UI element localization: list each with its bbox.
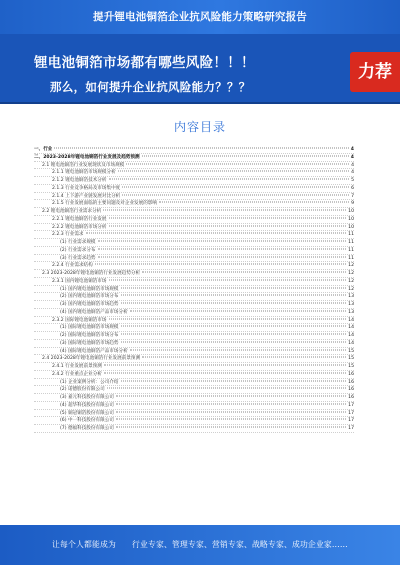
toc-page-number: 13 xyxy=(348,309,354,315)
toc-page-number: 4 xyxy=(351,162,354,168)
toc-leader-dots xyxy=(159,202,349,203)
toc-title: 内容目录 xyxy=(173,120,226,134)
toc-entry[interactable] xyxy=(34,371,354,379)
toc-entry-title: 2.1 锂电池铜箔行业发展现状及市场规模 xyxy=(42,162,125,168)
toc-page-number: 16 xyxy=(348,371,354,377)
toc-leader-dots xyxy=(121,341,347,342)
toc-leader-dots xyxy=(126,163,349,164)
toc-entry-title: (3) 嘉元科技股份有限公司 xyxy=(60,395,114,400)
toc-entry-title: 2.2.4 行业需求结构 xyxy=(52,263,93,269)
toc-entry[interactable] xyxy=(34,278,354,286)
toc-entry[interactable] xyxy=(34,332,354,340)
toc-entry[interactable] xyxy=(34,394,354,402)
toc-entry[interactable] xyxy=(34,216,354,224)
toc-leader-dots xyxy=(116,396,346,397)
toc-entry[interactable] xyxy=(34,293,354,301)
toc-entry-title: (4) 国内锂电池铜箔产品市场分析 xyxy=(60,309,128,315)
toc-entry-title: (3) 国际锂电池铜箔市场趋势 xyxy=(60,340,119,346)
toc-page-number: 13 xyxy=(348,302,354,307)
toc-leader-dots xyxy=(121,287,347,288)
toc-entry-title: 2.1.3 行业竞争格局及市场集中度 xyxy=(52,185,121,191)
toc-leader-dots xyxy=(109,318,347,319)
toc-entry[interactable] xyxy=(34,286,354,294)
toc-leader-dots xyxy=(121,334,347,335)
toc-entry[interactable] xyxy=(34,355,354,363)
toc-entry-title: (2) 国际锂电池铜箔市场分布 xyxy=(60,333,119,338)
toc-leader-dots xyxy=(86,233,347,234)
toc-entry-title: 2.1.5 行业发展面临的主要问题及对企业发展的影响 xyxy=(52,201,158,207)
toc-leader-dots xyxy=(109,179,350,180)
toc-page-number: 10 xyxy=(348,209,354,214)
report-title-banner: 提升锂电池铜箔企业抗风险能力策略研究报告 xyxy=(0,0,400,34)
toc-entry-title: (4) 国际锂电池铜箔产品市场分析 xyxy=(60,348,128,354)
toc-page-number: 10 xyxy=(348,224,354,230)
toc-leader-dots xyxy=(109,225,347,226)
toc-leader-dots xyxy=(122,194,349,195)
toc-page-number: 17 xyxy=(348,410,354,416)
toc-entry[interactable] xyxy=(34,425,354,433)
toc-entry-title: 2.1.4 上下游产业链发展对比分析 xyxy=(52,193,121,199)
toc-entry-title: (5) 铜冠铜箔股份有限公司 xyxy=(60,410,114,416)
toc-entry[interactable] xyxy=(34,255,354,263)
toc-entry-title: (2) 诺德股份有限公司 xyxy=(60,387,105,393)
toc-entry-title: 2.1.1 锂电池铜箔市场规模分析 xyxy=(52,170,116,176)
toc-entry-title: (2) 国内锂电池铜箔市场分布 xyxy=(60,294,119,300)
toc-entry[interactable] xyxy=(34,301,354,309)
toc-entry-title: (2) 行业需求分布 xyxy=(60,247,96,253)
toc-entry[interactable] xyxy=(34,247,354,255)
toc-leader-dots xyxy=(98,248,347,249)
toc-page-number: 17 xyxy=(348,402,354,408)
toc-entry[interactable] xyxy=(34,193,354,201)
toc-entry[interactable] xyxy=(34,262,354,270)
toc-leader-dots xyxy=(116,403,346,404)
toc-entry[interactable] xyxy=(34,200,354,208)
toc-entry-title: 2.2.1 锂电池铜箔行业发展 xyxy=(52,216,107,222)
toc-entry-title: (1) 国际锂电池铜箔市场规模 xyxy=(60,325,119,331)
toc-page-number: 6 xyxy=(351,185,354,191)
toc-entry-title: (1) 行业需求规模 xyxy=(60,240,96,245)
toc-entry[interactable] xyxy=(34,340,354,348)
toc-entry[interactable] xyxy=(34,162,354,170)
toc-leader-dots xyxy=(104,372,346,373)
toc-page-number: 12 xyxy=(348,286,354,292)
toc-page-number: 12 xyxy=(348,271,354,276)
toc-page-number: 14 xyxy=(348,333,354,338)
toc-entry-title: 一、行业 xyxy=(34,147,53,152)
toc-leader-dots xyxy=(118,171,349,172)
toc-page-number: 11 xyxy=(348,240,354,245)
toc-entry-title: (6) 中一科技股份有限公司 xyxy=(60,418,114,424)
toc-entry-title: 2.2.2 锂电池铜箔市场分析 xyxy=(52,224,107,230)
toc-leader-dots xyxy=(142,272,346,273)
toc-leader-dots xyxy=(130,349,346,350)
toc-entry[interactable] xyxy=(34,270,354,278)
toc-page-number: 5 xyxy=(351,178,354,183)
toc-entry-title: 二、2023-2028年锂电池铜箔行业发展及趋势预测 xyxy=(34,154,140,160)
toc-page-number: 15 xyxy=(348,356,354,362)
toc-page-number: 16 xyxy=(348,379,354,385)
toc-page-number: 15 xyxy=(348,364,354,369)
toc-leader-dots xyxy=(109,217,347,218)
toc-page-number: 13 xyxy=(348,294,354,300)
toc-entry[interactable] xyxy=(34,348,354,356)
toc-leader-dots xyxy=(116,419,346,420)
toc-leader-dots xyxy=(109,279,347,280)
toc-entry-title: (1) 国内锂电池铜箔市场规模 xyxy=(60,286,119,292)
toc-entry[interactable] xyxy=(34,386,354,394)
toc-leader-dots xyxy=(122,186,349,187)
recommend-badge: 力荐 xyxy=(350,52,400,92)
toc-page-number: 15 xyxy=(348,348,354,354)
toc-page-number: 14 xyxy=(348,340,354,346)
toc-entry[interactable] xyxy=(34,177,354,185)
toc-leader-dots xyxy=(116,427,346,428)
toc-entry-title: 2.2 锂电池铜箔行业需求分析 xyxy=(42,209,102,214)
toc-leader-dots xyxy=(98,256,347,257)
toc-entry[interactable] xyxy=(34,208,354,216)
footer-slogan: 让每个人都能成为 行业专家、管理专家、营销专家、战略专家、成功企业家…… xyxy=(52,540,348,549)
toc-entry-title: 2.3.2 国际锂电池铜箔市场 xyxy=(52,317,107,323)
table-of-contents xyxy=(34,146,354,433)
toc-entry[interactable] xyxy=(34,231,354,239)
toc-page-number: 9 xyxy=(351,201,354,207)
toc-entry[interactable] xyxy=(34,239,354,247)
toc-entry[interactable] xyxy=(34,154,354,162)
toc-page-number: 11 xyxy=(348,255,354,261)
toc-leader-dots xyxy=(116,411,346,412)
toc-leader-dots xyxy=(142,357,346,358)
toc-entry-title: (7) 德福科技股份有限公司 xyxy=(60,426,114,431)
toc-leader-dots xyxy=(121,326,347,327)
toc-entry-title: 2.4 2023-2028年锂电池铜箔行业发展前景预测 xyxy=(42,356,141,362)
toc-entry[interactable] xyxy=(34,309,354,317)
toc-entry[interactable] xyxy=(34,324,354,332)
toc-entry-title: 2.2.3 行业需求 xyxy=(52,232,84,238)
toc-entry-title: 2.4.1 行业发展前景预测 xyxy=(52,364,102,369)
toc-page-number: 11 xyxy=(348,232,354,238)
toc-entry-title: (3) 行业需求趋势 xyxy=(60,255,96,261)
toc-entry-title: (4) 超华科技股份有限公司 xyxy=(60,402,114,408)
toc-page-number: 14 xyxy=(348,317,354,323)
toc-entry-title: 2.4.2 行业重点企业分析 xyxy=(52,371,102,377)
toc-page-number: 4 xyxy=(350,154,354,160)
toc-leader-dots xyxy=(121,380,347,381)
toc-leader-dots xyxy=(121,303,347,304)
toc-entry-title: (1) 企业案例分析：公司介绍 xyxy=(60,379,119,385)
toc-leader-dots xyxy=(54,148,348,149)
toc-page-number: 7 xyxy=(351,193,354,199)
headline-question: 锂电池铜箔市场都有哪些风险！！！ xyxy=(34,55,255,71)
toc-leader-dots xyxy=(98,241,347,242)
toc-leader-dots xyxy=(130,310,346,311)
toc-entry[interactable] xyxy=(34,224,354,232)
toc-entry[interactable] xyxy=(34,410,354,418)
toc-entry-title: 2.3.1 国内锂电池铜箔市场 xyxy=(52,278,107,284)
toc-page-number: 12 xyxy=(348,263,354,269)
toc-page-number: 12 xyxy=(348,278,354,284)
toc-entry-title: 2.1.2 锂电池铜箔技术分析 xyxy=(52,178,107,183)
toc-leader-dots xyxy=(107,388,346,389)
toc-page-number: 4 xyxy=(351,170,354,176)
toc-page-number: 16 xyxy=(348,387,354,393)
toc-entry-title: 2.3 2023-2028年锂电池铜箔行业发展趋势分析 xyxy=(42,271,141,276)
toc-entry[interactable] xyxy=(34,185,354,193)
toc-entry[interactable] xyxy=(34,146,354,154)
headline-subquestion: 那么，如何提升企业抗风险能力？？？ xyxy=(50,80,251,94)
toc-leader-dots xyxy=(95,264,346,265)
toc-page-number: 17 xyxy=(348,418,354,424)
toc-entry[interactable] xyxy=(34,379,354,387)
toc-leader-dots xyxy=(142,155,349,156)
toc-page-number: 14 xyxy=(348,325,354,331)
toc-entry[interactable] xyxy=(34,169,354,177)
toc-leader-dots xyxy=(104,365,346,366)
toc-page-number: 16 xyxy=(348,395,354,400)
toc-page-number: 11 xyxy=(348,247,354,253)
toc-page-number: 4 xyxy=(350,147,354,152)
toc-entry-title: (3) 国内锂电池铜箔市场趋势 xyxy=(60,302,119,307)
toc-leader-dots xyxy=(121,295,347,296)
toc-entry[interactable] xyxy=(34,417,354,425)
toc-page-number: 17 xyxy=(348,426,354,431)
toc-entry[interactable] xyxy=(34,317,354,325)
toc-entry[interactable] xyxy=(34,402,354,410)
toc-leader-dots xyxy=(103,210,346,211)
toc-entry[interactable] xyxy=(34,363,354,371)
toc-page-number: 10 xyxy=(348,216,354,222)
